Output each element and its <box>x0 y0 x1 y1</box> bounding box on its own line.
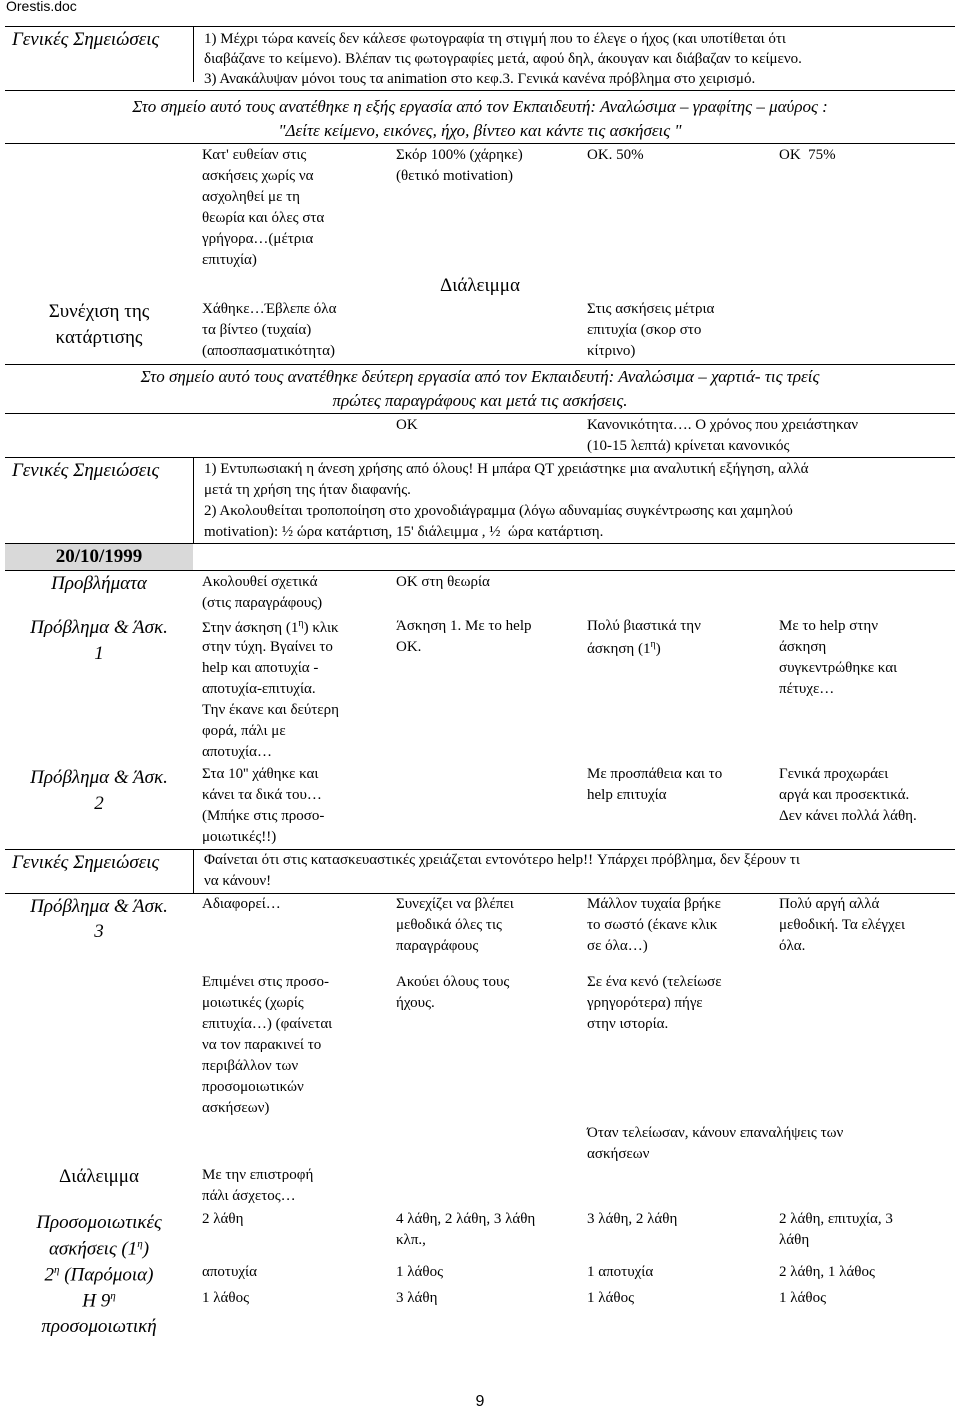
cell: κλπ., <box>396 1232 426 1248</box>
cell: φορά, πάλι με <box>202 723 286 739</box>
task-assignment: πρώτες παραγράφους και μετά τις ασκήσεις. <box>332 391 628 410</box>
cell: ασκήσεων <box>587 1146 650 1162</box>
break-label: Διάλειμμα <box>59 1166 139 1187</box>
cell: αποτυχία-επιτυχία. <box>202 681 316 697</box>
cell: μεθοδικά όλες τις <box>396 917 502 933</box>
rule <box>5 90 955 91</box>
cell: Ακούει όλους τους <box>396 974 510 990</box>
cell: άσκηση <box>779 639 827 655</box>
cell: μοιωτικές!!) <box>202 829 277 845</box>
cell: Κανονικότητα…. Ο χρόνος που χρειάστηκαν <box>587 417 859 433</box>
cell: Χάθηκε…Έβλεπε όλα <box>202 301 337 317</box>
cell: (Μπήκε στις προσο- <box>202 808 325 824</box>
cell: Συνεχίζει να βλέπει <box>396 896 514 912</box>
rule <box>5 570 955 571</box>
cell: Σε ένα κενό (τελείωσε <box>587 974 722 990</box>
cell: Στην άσκηση $(1^\eta)$ κλικ <box>202 618 339 636</box>
cell: ΟΚ στη θεωρία <box>396 574 490 590</box>
simulation-label: προσομοιωτική <box>41 1316 157 1337</box>
rule <box>5 26 955 27</box>
rule <box>5 457 955 458</box>
cell: Μάλλον τυχαία βρήκε <box>587 896 721 912</box>
rule <box>193 849 194 893</box>
cell: ασκήσεις χωρίς να <box>202 168 314 184</box>
cell: ΟΚ. <box>396 639 422 655</box>
cell: ασχοληθεί με τη <box>202 189 300 205</box>
note-line: Φαίνεται ότι στις κατασκευαστικές χρειάζεται εντονότερο help!! Υπάρχει πρόβλημα, δεν ξέρουν τι <box>204 852 800 868</box>
rule <box>5 893 955 894</box>
cell: σε όλα…) <box>587 938 648 954</box>
document-filename: Orestis.doc <box>6 0 77 14</box>
cell: κάνει τα δικά του… <box>202 787 322 803</box>
rule <box>5 849 955 850</box>
cell: Την έκανε και δεύτερη <box>202 702 339 718</box>
task-assignment: Στο σημείο αυτό τους ανατέθηκε δεύτερη εργασία από τον Εκπαιδευτή: Αναλώσιμα – χαρτιά- τις τρείς <box>140 367 820 386</box>
cell: 2 λάθη, 1 λάθος <box>779 1264 875 1280</box>
cell: Αδιαφορεί… <box>202 896 281 912</box>
cell: Με το help στην <box>779 618 878 634</box>
rule <box>5 143 955 144</box>
cell: στην ιστορία. <box>587 1016 669 1032</box>
cell: Πολύ αργή αλλά <box>779 896 880 912</box>
cell: περιβάλλον των <box>202 1058 299 1074</box>
break-label: Διάλειμμα <box>440 275 520 296</box>
cell: λάθη <box>779 1232 810 1248</box>
cell: Σκόρ 100% (χάρηκε) <box>396 147 523 163</box>
note-line: motivation): ½ ώρα κατάρτιση, 15' διάλειμμα , ½ ώρα κατάρτιση. <box>204 524 604 540</box>
section-label: Συνέχιση της <box>48 301 150 322</box>
cell: άσκηση $(1^\eta)$ <box>587 639 661 657</box>
cell: ΟΚ <box>396 417 418 433</box>
general-notes-label: Γενικές Σημειώσεις <box>12 29 160 50</box>
cell: αποτυχία <box>202 1264 257 1280</box>
rule <box>193 26 194 82</box>
date-heading: 20/10/1999 <box>55 546 143 567</box>
cell: 1 λάθος <box>587 1290 635 1306</box>
cell: Με προσπάθεια και το <box>587 766 723 782</box>
note-line: διαβάζανε το κείμενο). Βλέπαν τις φωτογραφίες μετά, αφού δηλ, άκουγαν και διάβαζαν το κείμενο. <box>204 51 802 67</box>
cell: πάλι άσχετος… <box>202 1188 296 1204</box>
problem-label: Πρόβλημα & Άσκ. <box>30 767 168 788</box>
cell: όλα. <box>779 938 806 954</box>
note-line: 1) Μέχρι τώρα κανείς δεν κάλεσε φωτογραφία τη στιγμή που το έλεγε ο ήχος (και υποτίθεται ότι <box>204 31 786 47</box>
cell: Γενικά προχωράει <box>779 766 889 782</box>
cell: ασκήσεων) <box>202 1100 270 1116</box>
problem-label: Πρόβλημα & Άσκ. <box>30 617 168 638</box>
cell: Με την επιστροφή <box>202 1167 314 1183</box>
cell: θεωρία και όλες στα <box>202 210 325 226</box>
cell: 1 λάθος <box>779 1290 827 1306</box>
cell: να τον παρακινεί το <box>202 1037 322 1053</box>
cell: επιτυχία…) (φαίνεται <box>202 1016 333 1032</box>
rule <box>5 364 955 365</box>
problems-label: Προβλήματα <box>51 573 147 594</box>
general-notes-label: Γενικές Σημειώσεις <box>12 460 160 481</box>
problem-label: 1 <box>94 643 104 664</box>
cell: επιτυχία) <box>202 252 257 268</box>
cell: (στις παραγράφους) <box>202 595 323 611</box>
cell: παραγράφους <box>396 938 479 954</box>
task-assignment: Στο σημείο αυτό τους ανατέθηκε η εξής εργασία από τον Εκπαιδευτή: Αναλώσιμα – γραφίτης – μαύρος : <box>132 97 828 116</box>
cell: Στα 10'' χάθηκε και <box>202 766 319 782</box>
cell: Άσκηση 1. Με το help <box>396 618 532 634</box>
cell: (10-15 λεπτά) κρίνεται κανονικός <box>587 438 790 454</box>
problem-label: Πρόβλημα & Άσκ. <box>30 896 168 917</box>
cell: Δεν κάνει πολλά λάθη. <box>779 808 917 824</box>
cell: μοιωτικές (χωρίς <box>202 995 304 1011</box>
simulation-label: Προσομοιωτικές <box>36 1212 162 1233</box>
section-label: κατάρτισης <box>55 327 143 348</box>
cell: αποτυχία… <box>202 744 272 760</box>
cell: στην τύχη. Βγαίνει το <box>202 639 333 655</box>
cell: 4 λάθη, 2 λάθη, 3 λάθη <box>396 1211 536 1227</box>
problem-label: 2 <box>94 793 104 814</box>
cell: Ακολουθεί σχετικά <box>202 574 318 590</box>
cell: 1 αποτυχία <box>587 1264 654 1280</box>
cell: Στις ασκήσεις μέτρια <box>587 301 715 317</box>
note-line: να κάνουν! <box>204 873 272 889</box>
cell: Επιμένει στις προσο- <box>202 974 329 990</box>
task-assignment: "Δείτε κείμενο, εικόνες, ήχο, βίντεο και κάντε τις ασκήσεις " <box>278 121 682 140</box>
cell: help και αποτυχία - <box>202 660 319 676</box>
simulation-label: Η $9^\eta$ <box>82 1290 116 1312</box>
cell: 1 λάθος <box>396 1264 444 1280</box>
cell: ΟΚ 75% <box>779 147 836 163</box>
cell: ήχους. <box>396 995 435 1011</box>
note-line: 1) Εντυπωσιακή η άνεση χρήσης από όλους! Η μπάρα QT χρειάστηκε μια αναλυτική εξήγηση, αλλά <box>204 461 809 477</box>
cell: επιτυχία (σκορ στο <box>587 322 702 338</box>
page-number: 9 <box>475 1393 485 1410</box>
cell: 2 λάθη <box>202 1211 244 1227</box>
cell: 3 λάθη <box>396 1290 438 1306</box>
cell: προσομοιωτικών <box>202 1079 304 1095</box>
problem-label: 3 <box>94 921 104 942</box>
cell: (θετικό motivation) <box>396 168 514 184</box>
cell: γρήγορα…(μέτρια <box>202 231 314 247</box>
rule <box>193 457 194 543</box>
cell: Πολύ βιαστικά την <box>587 618 701 634</box>
cell: μεθοδική. Τα ελέγχει <box>779 917 905 933</box>
cell: 2 λάθη, επιτυχία, 3 <box>779 1211 893 1227</box>
cell: ΟΚ. 50% <box>587 147 644 163</box>
note-line: 3) Ανακάλυψαν μόνοι τους τα animation στο κεφ.3. Γενικά κανένα πρόβλημα στο χειρισμό. <box>204 71 756 87</box>
cell: συγκεντρώθηκε και <box>779 660 898 676</box>
cell: πέτυχε… <box>779 681 835 697</box>
cell: τα βίντεο (τυχαία) <box>202 322 312 338</box>
cell: Κατ' ευθείαν στις <box>202 147 307 163</box>
cell: κίτρινο) <box>587 343 636 359</box>
cell: 1 λάθος <box>202 1290 250 1306</box>
general-notes-label: Γενικές Σημειώσεις <box>12 852 160 873</box>
cell: Όταν τελείωσαν, κάνουν επαναλήψεις των <box>587 1125 844 1141</box>
note-line: 2) Ακολουθείται τροποποίηση στο χρονοδιάγραμμα (λόγω αδυναμίας συγκέντρωσης και χαμηλού <box>204 503 793 519</box>
cell: γρηγορότερα) πήγε <box>587 995 703 1011</box>
simulation-label: $2^\eta$ (Παρόμοια) <box>44 1264 154 1286</box>
cell: αργά και προσεκτικά. <box>779 787 910 803</box>
cell: το σωστό (έκανε κλικ <box>587 917 718 933</box>
simulation-label: ασκήσεις $(1^\eta)$ <box>48 1238 150 1260</box>
note-line: μετά τη χρήση της ήταν διαφανής. <box>204 482 411 498</box>
rule <box>5 413 955 414</box>
cell: (αποσπασματικότητα) <box>202 343 335 359</box>
cell: 3 λάθη, 2 λάθη <box>587 1211 678 1227</box>
rule <box>5 543 955 544</box>
cell: help επιτυχία <box>587 787 667 803</box>
